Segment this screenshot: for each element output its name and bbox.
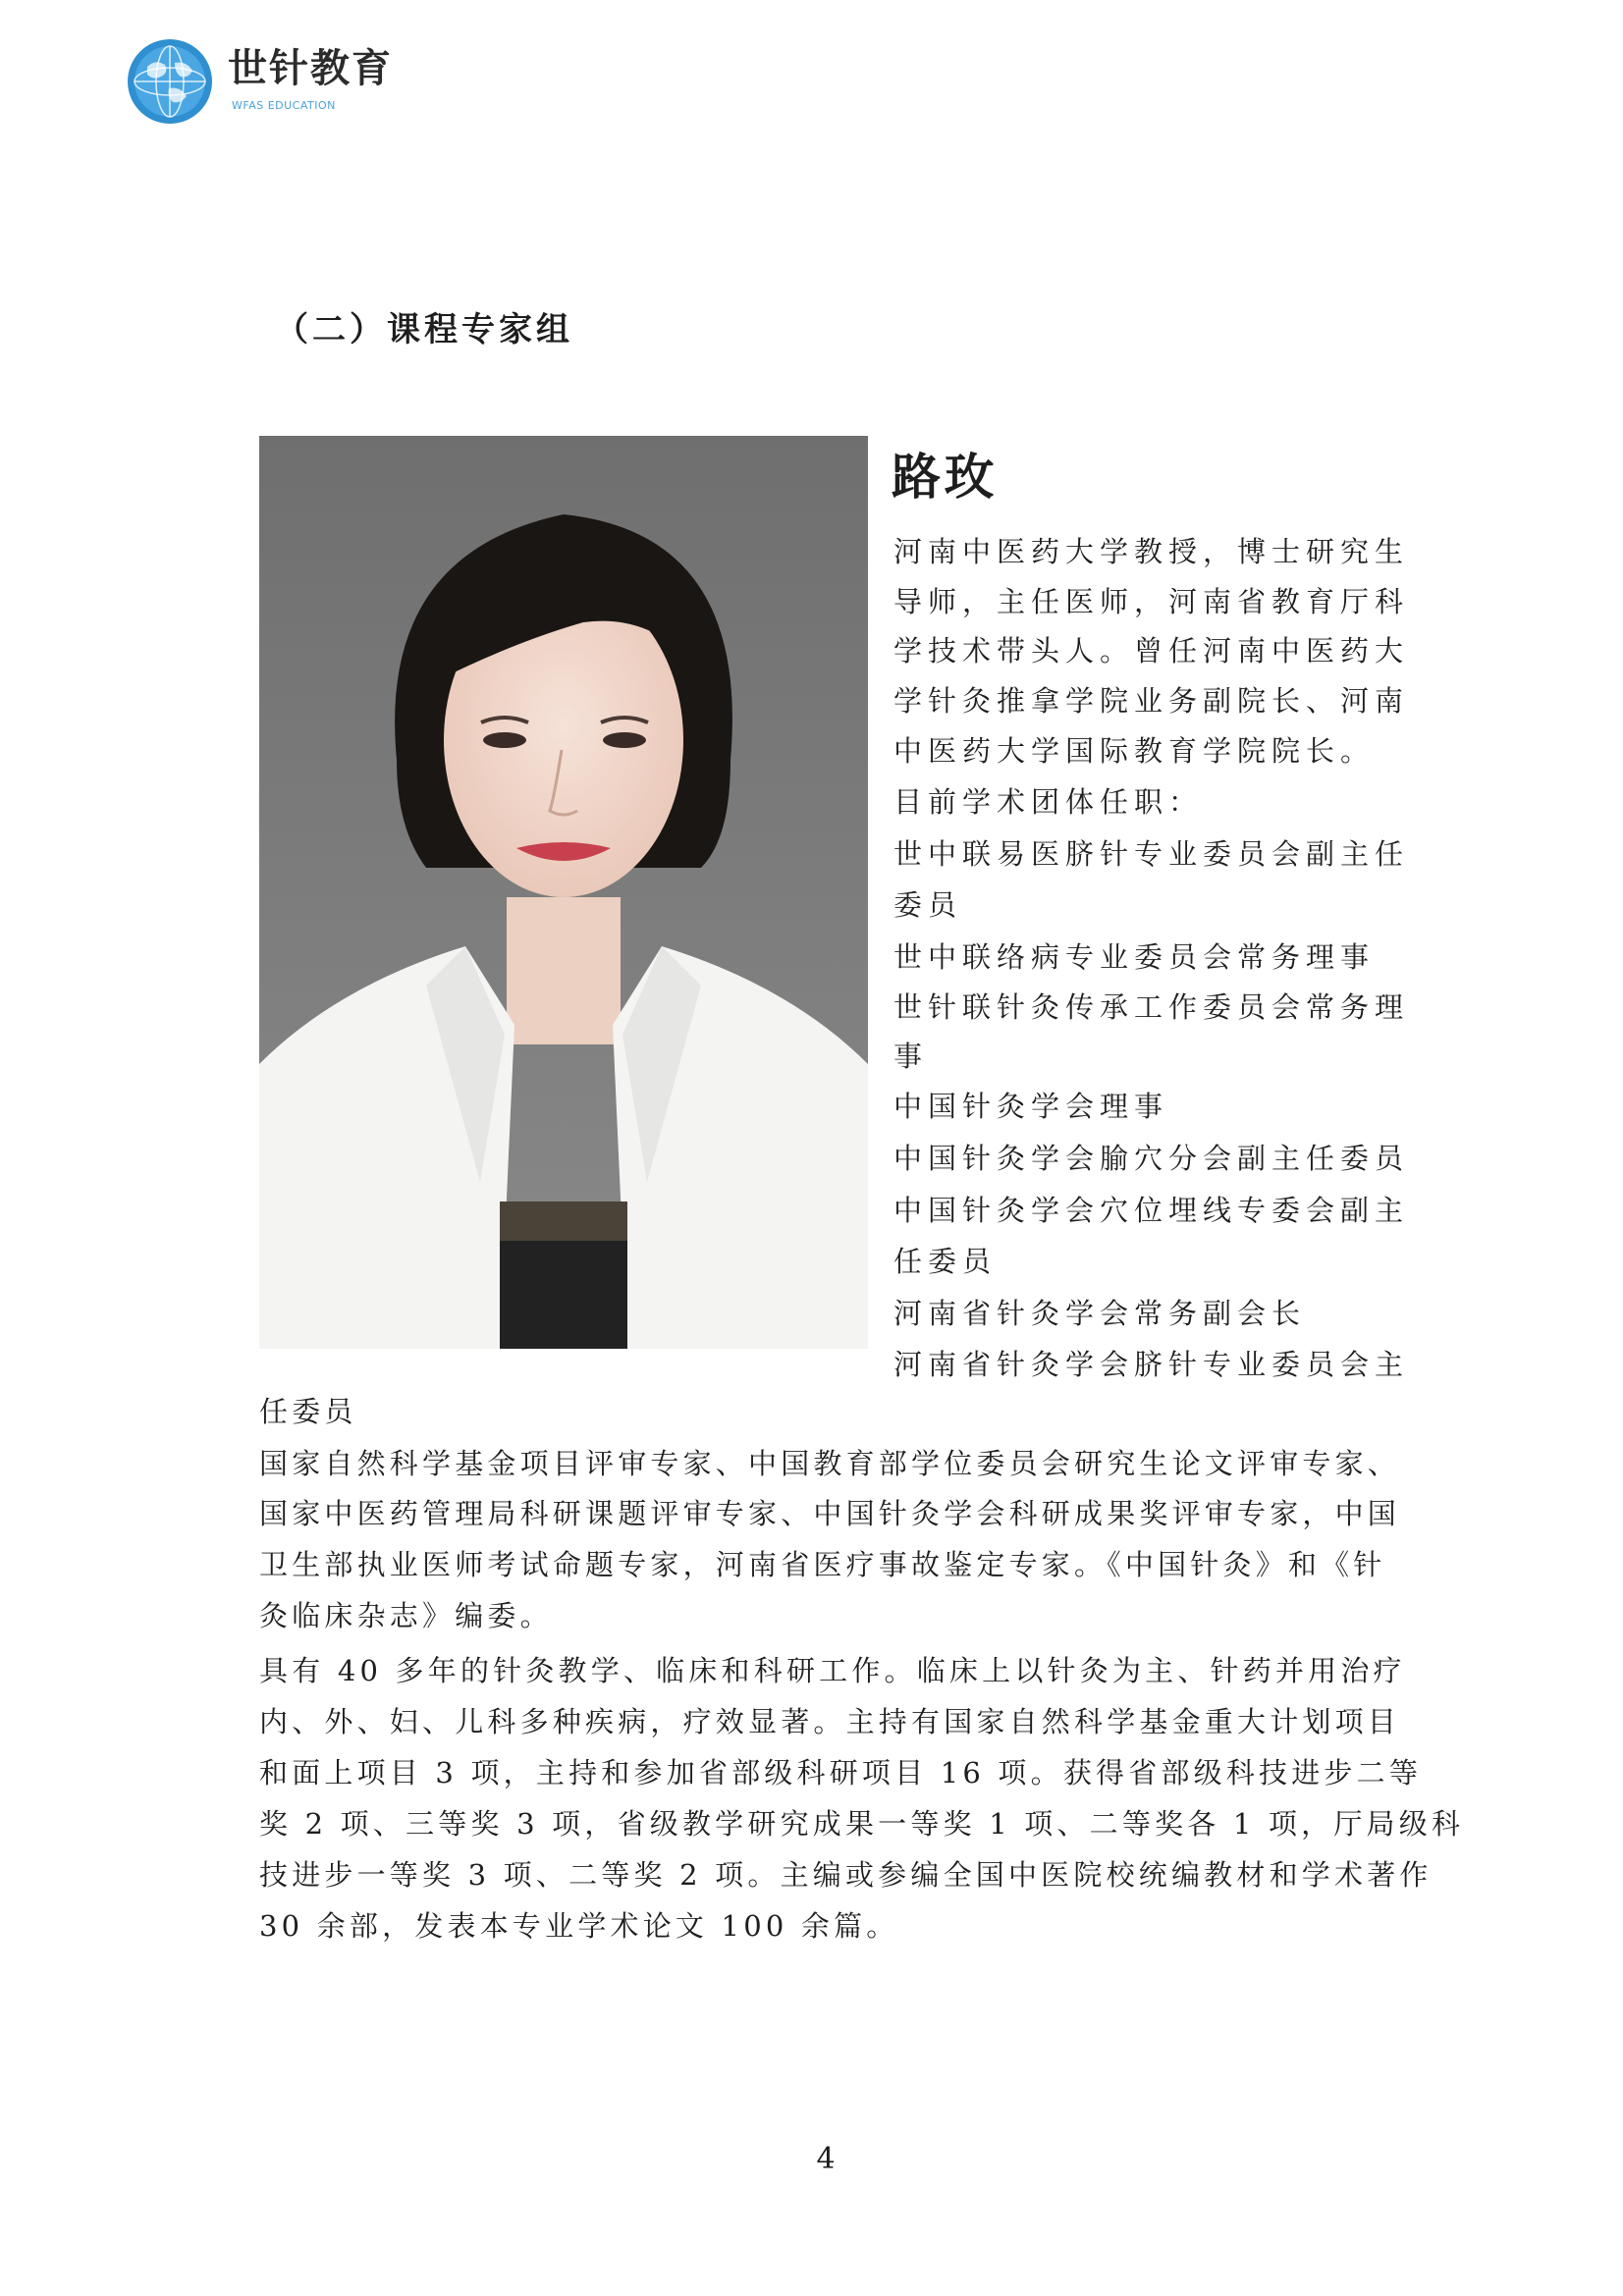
brand-subtitle: WFAS EDUCATION bbox=[232, 99, 336, 112]
bio-line: 学技术带头人。曾任河南中医药大 bbox=[893, 634, 1410, 667]
bio-line: 具有 40 多年的针灸教学、临床和科研工作。临床上以针灸为主、针药并用治疗 bbox=[259, 1654, 1406, 1687]
bio-line: 河南中医药大学教授，博士研究生 bbox=[893, 535, 1410, 568]
bio-line: 导师，主任医师，河南省教育厅科 bbox=[893, 585, 1410, 618]
bio-line: 技进步一等奖 3 项、二等奖 2 项。主编或参编全国中医院校统编教材和学术著作 bbox=[259, 1858, 1433, 1892]
brand-name: 世针教育 bbox=[228, 46, 393, 91]
section-title: （二）课程专家组 bbox=[275, 310, 573, 349]
bio-line: 学针灸推拿学院业务副院长、河南 bbox=[893, 684, 1410, 718]
bio-line: 河南省针灸学会常务副会长 bbox=[893, 1297, 1307, 1330]
bio-line: 世针联针灸传承工作委员会常务理 bbox=[893, 990, 1410, 1024]
bio-line: 中国针灸学会穴位埋线专委会副主 bbox=[893, 1194, 1410, 1227]
bio-line: 中国针灸学会理事 bbox=[893, 1090, 1169, 1123]
bio-line: 中国针灸学会腧穴分会副主任委员 bbox=[893, 1142, 1410, 1175]
bio-line: 奖 2 项、三等奖 3 项，省级教学研究成果一等奖 1 项、二等奖各 1 项，厅局级科 bbox=[259, 1807, 1465, 1841]
bio-line: 中医药大学国际教育学院院长。 bbox=[893, 734, 1376, 768]
bio-line: 国家自然科学基金项目评审专家、中国教育部学位委员会研究生论文评审专家、 bbox=[259, 1447, 1401, 1480]
bio-line: 卫生部执业医师考试命题专家，河南省医疗事故鉴定专家。《中国针灸》和《针 bbox=[259, 1548, 1386, 1581]
bio-line: 和面上项目 3 项，主持和参加省部级科研项目 16 项。获得省部级科技进步二等 bbox=[259, 1756, 1423, 1789]
person-name: 路玫 bbox=[892, 449, 998, 506]
bio-line: 任委员 bbox=[259, 1395, 357, 1428]
portrait-photo bbox=[259, 436, 868, 1349]
page-number: 4 bbox=[816, 2142, 836, 2176]
bio-line: 30 余部，发表本专业学术论文 100 余篇。 bbox=[259, 1909, 899, 1943]
bio-line: 河南省针灸学会脐针专业委员会主 bbox=[893, 1348, 1410, 1381]
globe-icon bbox=[126, 37, 214, 126]
bio-line: 事 bbox=[893, 1040, 929, 1073]
bio-line: 世中联络病专业委员会常务理事 bbox=[893, 940, 1376, 974]
bio-line: 内、外、妇、儿科多种疾病，疗效显著。主持有国家自然科学基金重大计划项目 bbox=[259, 1705, 1401, 1738]
bio-line: 世中联易医脐针专业委员会副主任 bbox=[893, 837, 1410, 871]
bio-line: 灸临床杂志》编委。 bbox=[259, 1599, 553, 1632]
bio-line: 目前学术团体任职： bbox=[893, 785, 1204, 819]
bio-line: 任委员 bbox=[893, 1245, 998, 1278]
bio-line: 委员 bbox=[893, 888, 963, 922]
bio-line: 国家中医药管理局科研课题评审专家、中国针灸学会科研成果奖评审专家，中国 bbox=[259, 1497, 1401, 1530]
